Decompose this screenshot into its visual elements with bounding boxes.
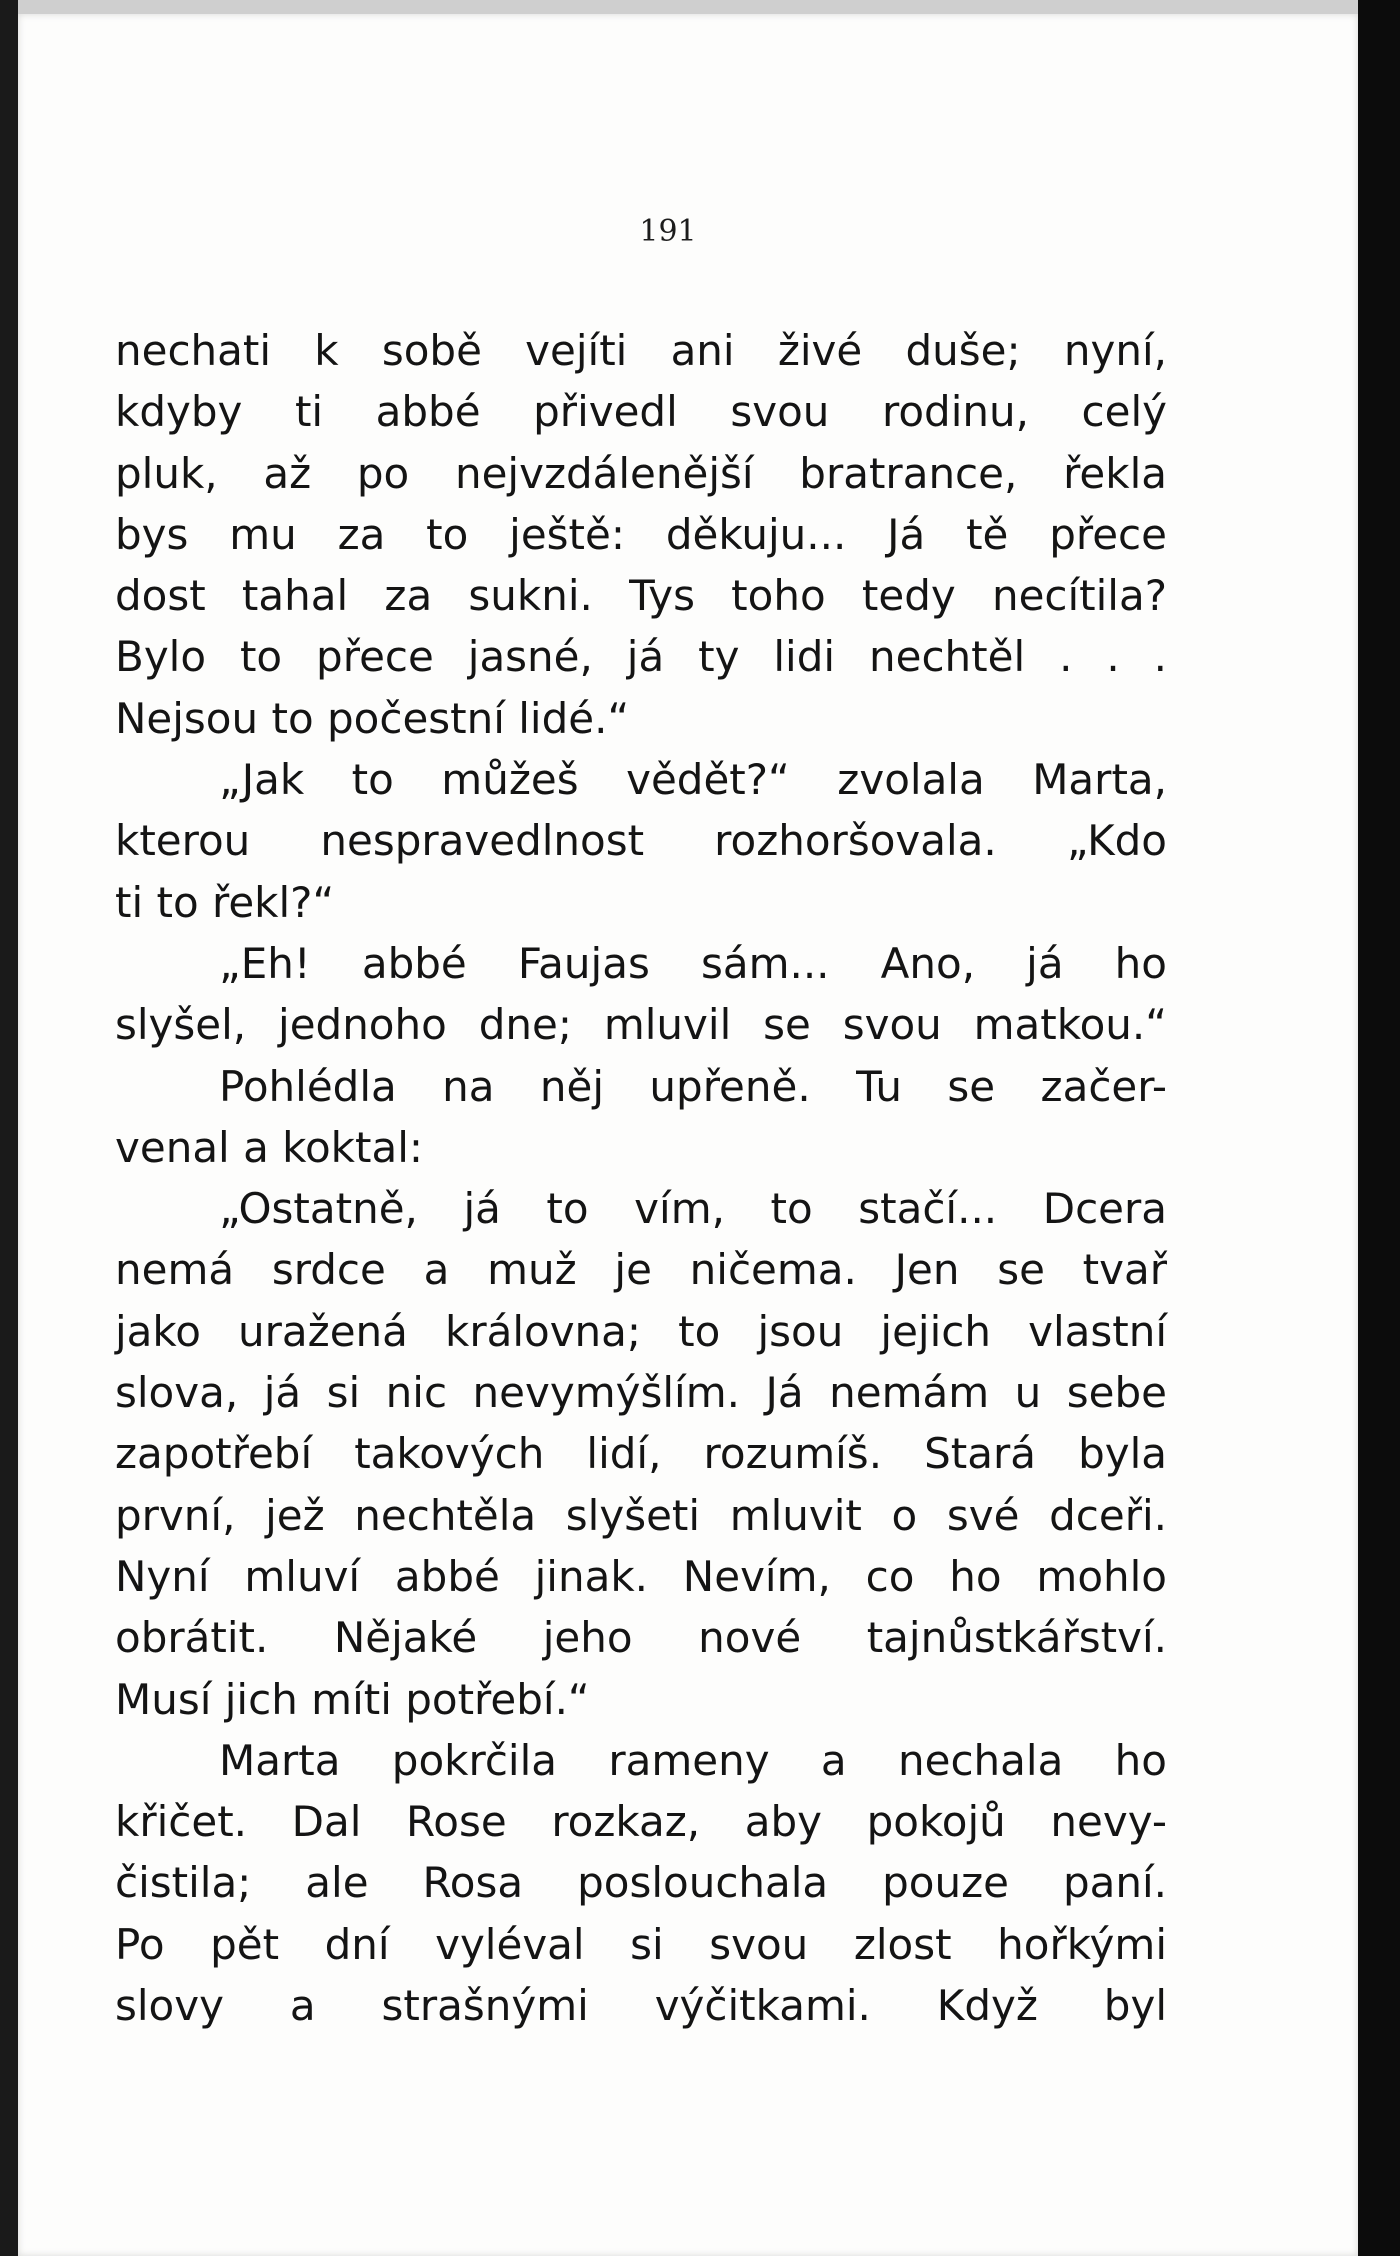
text-line: slyšel, jednoho dne; mluvil se svou matkou.“ (115, 1000, 1167, 1050)
text-line: kdyby ti abbé přivedl svou rodinu, celý (115, 387, 1167, 437)
text-line: bys mu za to ještě: děkuju... Já tě přece (115, 509, 1167, 559)
text-line: zapotřebí takových lidí, rozumíš. Stará byla (115, 1429, 1167, 1479)
text-line: nechati k sobě vejíti ani živé duše; nyní, (115, 326, 1167, 375)
text-line: Bylo to přece jasné, já ty lidi nechtěl . . . (115, 632, 1167, 682)
text-line: nemá srdce a muž je ničema. Jen se tvař (115, 1245, 1167, 1295)
text-line: dost tahal za sukni. Tys toho tedy necítila? (115, 571, 1167, 621)
text-line: Po pět dní vyléval si svou zlost hořkými (115, 1919, 1167, 1969)
text-line: „Ostatně, já to vím, to stačí... Dcera (219, 1184, 1167, 1234)
text-line: „Jak to můžeš vědět?“ zvolala Marta, (219, 755, 1167, 805)
text-line: ti to řekl?“ (115, 877, 335, 927)
text-line: kterou nespravedlnost rozhoršovala. „Kdo (115, 816, 1167, 866)
page-number: 191 (639, 214, 697, 249)
body-text (115, 320, 1167, 2036)
text-line: Nyní mluví abbé jinak. Nevím, co ho mohlo (115, 1551, 1167, 1601)
text-line: čistila; ale Rosa poslouchala pouze paní. (115, 1858, 1167, 1908)
text-line: „Eh! abbé Faujas sám... Ano, já ho (219, 938, 1167, 988)
text-line: první, jež nechtěla slyšeti mluvit o své dceři. (115, 1490, 1167, 1540)
text-line: křičet. Dal Rose rozkaz, aby pokojů nevy- (115, 1797, 1167, 1847)
text-line: slova, já si nic nevymýšlím. Já nemám u sebe (115, 1368, 1167, 1418)
text-line: obrátit. Nějaké jeho nové tajnůstkářství. (115, 1613, 1167, 1663)
text-line: jako uražená královna; to jsou jejich vlastní (115, 1306, 1167, 1356)
text-line: Musí jich míti potřebí.“ (115, 1674, 590, 1724)
scan-right-edge (1358, 0, 1400, 2256)
text-line: Nejsou to počestní lidé.“ (115, 693, 630, 743)
text-line: venal a koktal: (115, 1122, 424, 1172)
scan-top-edge (0, 0, 1400, 14)
text-line: slovy a strašnými výčitkami. Když byl (115, 1981, 1167, 2031)
text-line: pluk, až po nejvzdálenější bratrance, řekla (115, 448, 1167, 498)
book-page (18, 14, 1358, 2256)
text-line: Pohlédla na něj upřeně. Tu se začer- (219, 1061, 1167, 1111)
scan-left-edge (0, 0, 18, 2256)
text-line: Marta pokrčila rameny a nechala ho (219, 1735, 1167, 1785)
